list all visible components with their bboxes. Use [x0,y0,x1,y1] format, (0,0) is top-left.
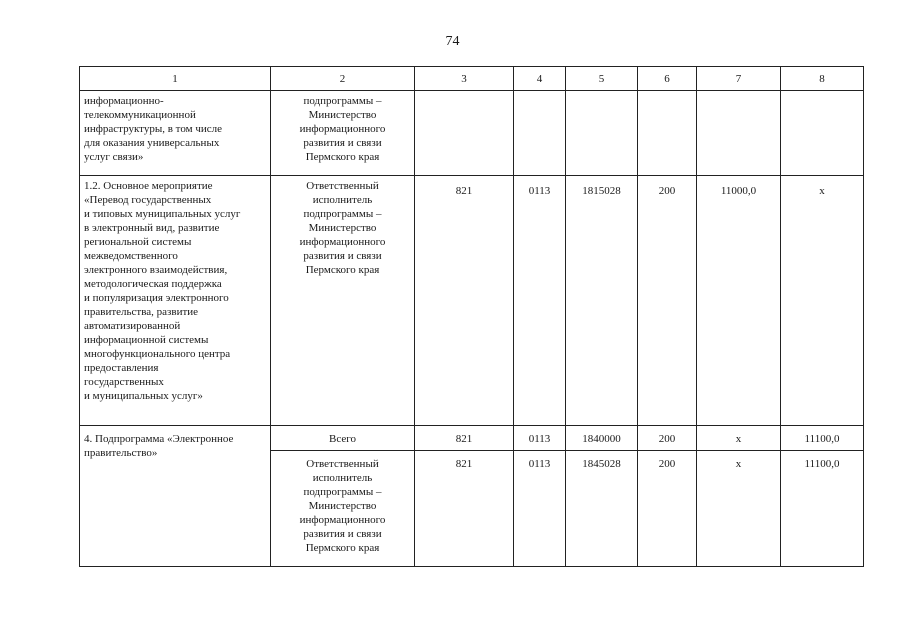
header-cell: 2 [271,67,415,91]
table-row [80,176,864,426]
amount-col7-cell [697,91,781,176]
target-article-cell [566,91,638,176]
executor-cell: Всего [271,426,415,451]
measure-name-cell: информационно- телекоммуникационной инфраструктуры, в том числе для оказания универсальных услуг связи» [80,91,271,176]
header-cell: 4 [514,67,566,91]
header-cell: 6 [638,67,697,91]
amount-col7-cell: 11000,0 [697,176,781,426]
expense-type-cell: 200 [638,426,697,451]
target-article-cell: 1845028 [566,451,638,567]
target-article-cell: 1815028 [566,176,638,426]
amount-col8-cell: 11100,0 [781,451,864,567]
header-cell: 3 [415,67,514,91]
section-cell [514,91,566,176]
grbs-cell [415,91,514,176]
table-row [80,91,864,176]
grbs-cell: 821 [415,426,514,451]
grbs-cell: 821 [415,451,514,567]
subprogram-name-cell: 4. Подпрограмма «Электронное правительство» [80,426,271,567]
header-cell: 1 [80,67,271,91]
executor-cell: подпрограммы – Министерство информационного развития и связи Пермского края [271,91,415,176]
grbs-cell: 821 [415,176,514,426]
amount-col8-cell: 11100,0 [781,426,864,451]
budget-table [79,66,864,567]
header-cell: 8 [781,67,864,91]
expense-type-cell: 200 [638,451,697,567]
table-header-row [80,67,864,91]
table-row [80,426,864,451]
measure-name-cell: 1.2. Основное мероприятие «Перевод государственных и типовых муниципальных услуг в электронный вид, развитие региональной системы межведомственного электронного взаимодействия, методологическая поддержка и популяризация электронного правительства, развитие автоматизированной информационной системы многофункционального центра предоставления государственных и муниципальных услуг» [80,176,271,426]
section-cell: 0113 [514,176,566,426]
expense-type-cell: 200 [638,176,697,426]
target-article-cell: 1840000 [566,426,638,451]
amount-col7-cell: х [697,426,781,451]
executor-cell: Ответственный исполнитель подпрограммы – Министерство информационного развития и связи Пермского края [271,176,415,426]
page-number: 74 [445,34,460,49]
header-cell: 7 [697,67,781,91]
executor-cell: Ответственный исполнитель подпрограммы – Министерство информационного развития и связи Пермского края [271,451,415,567]
header-cell: 5 [566,67,638,91]
amount-col8-cell [781,91,864,176]
section-cell: 0113 [514,426,566,451]
amount-col8-cell: х [781,176,864,426]
expense-type-cell [638,91,697,176]
section-cell: 0113 [514,451,566,567]
amount-col7-cell: х [697,451,781,567]
